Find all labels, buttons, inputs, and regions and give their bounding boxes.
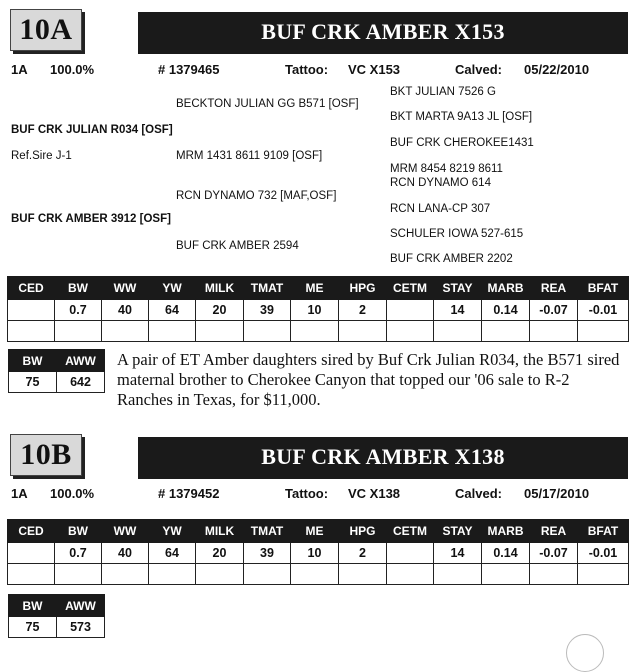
description bbox=[9, 350, 624, 410]
birth-weight: 75 bbox=[9, 617, 57, 638]
epd-header: MARB bbox=[482, 520, 530, 543]
epd-value bbox=[8, 300, 55, 321]
adjusted-weaning-weight: 642 bbox=[57, 372, 105, 393]
epd-header: YW bbox=[149, 277, 196, 300]
epd-value: 0.14 bbox=[482, 543, 530, 564]
pedigree-ddd: BUF CRK AMBER 2202 bbox=[390, 253, 513, 265]
pedigree-dam-sire: RCN DYNAMO 732 [MAF,OSF] bbox=[176, 190, 337, 202]
epd-header: STAY bbox=[434, 277, 482, 300]
epd-value: 10 bbox=[291, 300, 339, 321]
pedigree-dam: BUF CRK AMBER 3912 [OSF] bbox=[11, 213, 171, 225]
epd-value-row bbox=[8, 543, 629, 564]
epd-header: CETM bbox=[387, 520, 434, 543]
epd-value bbox=[387, 300, 434, 321]
epd-header: HPG bbox=[339, 277, 387, 300]
epd-header: MARB bbox=[482, 277, 530, 300]
grade: 1A bbox=[11, 486, 28, 501]
registration-number: # 1379452 bbox=[158, 486, 220, 501]
epd-blank-row bbox=[8, 564, 629, 585]
epd-header: BFAT bbox=[578, 277, 629, 300]
epd-value: 0.14 bbox=[482, 300, 530, 321]
birth-weight: 75 bbox=[9, 372, 57, 393]
epd-header-row bbox=[8, 277, 629, 300]
epd-value: -0.01 bbox=[578, 300, 629, 321]
epd-header: BW bbox=[55, 277, 102, 300]
epd-value: -0.07 bbox=[530, 543, 578, 564]
pedigree-sire-sire: BECKTON JULIAN GG B571 [OSF] bbox=[176, 98, 359, 110]
percent: 100.0% bbox=[50, 62, 95, 77]
pedigree-ref-sire: Ref.Sire J-1 bbox=[11, 150, 72, 162]
pedigree-ssd: BKT MARTA 9A13 JL [OSF] bbox=[390, 111, 533, 123]
tattoo-label: Tattoo: bbox=[285, 486, 329, 501]
epd-header: CED bbox=[8, 277, 55, 300]
pedigree-dsd: RCN LANA-CP 307 bbox=[390, 203, 491, 215]
epd-value: 39 bbox=[244, 543, 291, 564]
epd-value: 20 bbox=[196, 543, 244, 564]
grade: 1A bbox=[11, 62, 28, 77]
epd-header: ME bbox=[291, 520, 339, 543]
epd-header: CED bbox=[8, 520, 55, 543]
calved-date: 05/17/2010 bbox=[524, 486, 590, 501]
epd-header: REA bbox=[530, 277, 578, 300]
epd-table bbox=[7, 519, 629, 585]
epd-value: 14 bbox=[434, 300, 482, 321]
pedigree-sire: BUF CRK JULIAN R034 [OSF] bbox=[11, 124, 173, 136]
pedigree-sds: BUF CRK CHEROKEE1431 bbox=[390, 137, 534, 149]
animal-name: BUF CRK AMBER X138 bbox=[261, 444, 505, 469]
animal-name-bar bbox=[138, 437, 628, 479]
tattoo-value: VC X138 bbox=[348, 486, 401, 501]
percent: 100.0% bbox=[50, 486, 95, 501]
epd-header: BW bbox=[55, 520, 102, 543]
epd-value-row bbox=[8, 300, 629, 321]
epd-header: TMAT bbox=[244, 277, 291, 300]
weights-header: AWW bbox=[57, 350, 105, 372]
epd-header: STAY bbox=[434, 520, 482, 543]
epd-value: 2 bbox=[339, 543, 387, 564]
epd-header: REA bbox=[530, 520, 578, 543]
lot-number: 10A bbox=[19, 13, 73, 46]
lot-number: 10B bbox=[20, 438, 72, 471]
lot-number-box bbox=[10, 434, 82, 476]
weights-header: BW bbox=[9, 595, 57, 617]
epd-header: YW bbox=[149, 520, 196, 543]
epd-header-row bbox=[8, 520, 629, 543]
epd-table bbox=[7, 276, 629, 342]
pedigree-dam-dam: BUF CRK AMBER 2594 bbox=[176, 240, 299, 252]
animal-name: BUF CRK AMBER X153 bbox=[261, 19, 505, 44]
partial-seal-mark bbox=[566, 634, 604, 672]
animal-name-bar bbox=[138, 12, 628, 54]
weights-header: AWW bbox=[57, 595, 105, 617]
epd-value bbox=[387, 543, 434, 564]
epd-header: MILK bbox=[196, 277, 244, 300]
epd-value: 64 bbox=[149, 300, 196, 321]
weights-table bbox=[8, 594, 105, 638]
epd-value: 40 bbox=[102, 543, 149, 564]
epd-value: 40 bbox=[102, 300, 149, 321]
epd-header: MILK bbox=[196, 520, 244, 543]
epd-value: -0.07 bbox=[530, 300, 578, 321]
epd-value: 64 bbox=[149, 543, 196, 564]
epd-value: 2 bbox=[339, 300, 387, 321]
weights-header: BW bbox=[9, 350, 57, 372]
pedigree-sdd: MRM 8454 8219 8611 bbox=[390, 163, 503, 175]
tattoo-label: Tattoo: bbox=[285, 62, 329, 77]
epd-value: -0.01 bbox=[578, 543, 629, 564]
calved-label: Calved: bbox=[455, 486, 502, 501]
epd-blank-row bbox=[8, 321, 629, 342]
epd-value: 39 bbox=[244, 300, 291, 321]
calved-label: Calved: bbox=[455, 62, 502, 77]
epd-header: WW bbox=[102, 277, 149, 300]
epd-value: 0.7 bbox=[55, 543, 102, 564]
animal-info-row bbox=[0, 486, 634, 502]
epd-header: TMAT bbox=[244, 520, 291, 543]
epd-header: WW bbox=[102, 520, 149, 543]
tattoo-value: VC X153 bbox=[348, 62, 401, 77]
pedigree-sss: BKT JULIAN 7526 G bbox=[390, 86, 496, 98]
registration-number: # 1379465 bbox=[158, 62, 220, 77]
pedigree-sire-dam: MRM 1431 8611 9109 [OSF] bbox=[176, 150, 323, 162]
epd-value: 20 bbox=[196, 300, 244, 321]
pedigree-dss: RCN DYNAMO 614 bbox=[390, 177, 491, 189]
lot-number-box bbox=[10, 9, 82, 51]
epd-value: 0.7 bbox=[55, 300, 102, 321]
description-text: A pair of ET Amber daughters sired by Buf Crk Julian R034, the B571 sired maternal brother to Cherokee Canyon that topped our '06 sale to R-2 Ranches in Texas, for $11,000. bbox=[117, 350, 620, 409]
animal-info-row bbox=[0, 62, 634, 78]
epd-value: 10 bbox=[291, 543, 339, 564]
epd-header: ME bbox=[291, 277, 339, 300]
epd-value bbox=[8, 543, 55, 564]
epd-value: 14 bbox=[434, 543, 482, 564]
epd-header: BFAT bbox=[578, 520, 629, 543]
epd-header: HPG bbox=[339, 520, 387, 543]
adjusted-weaning-weight: 573 bbox=[57, 617, 105, 638]
epd-header: CETM bbox=[387, 277, 434, 300]
calved-date: 05/22/2010 bbox=[524, 62, 590, 77]
pedigree-dds: SCHULER IOWA 527-615 bbox=[390, 228, 524, 240]
